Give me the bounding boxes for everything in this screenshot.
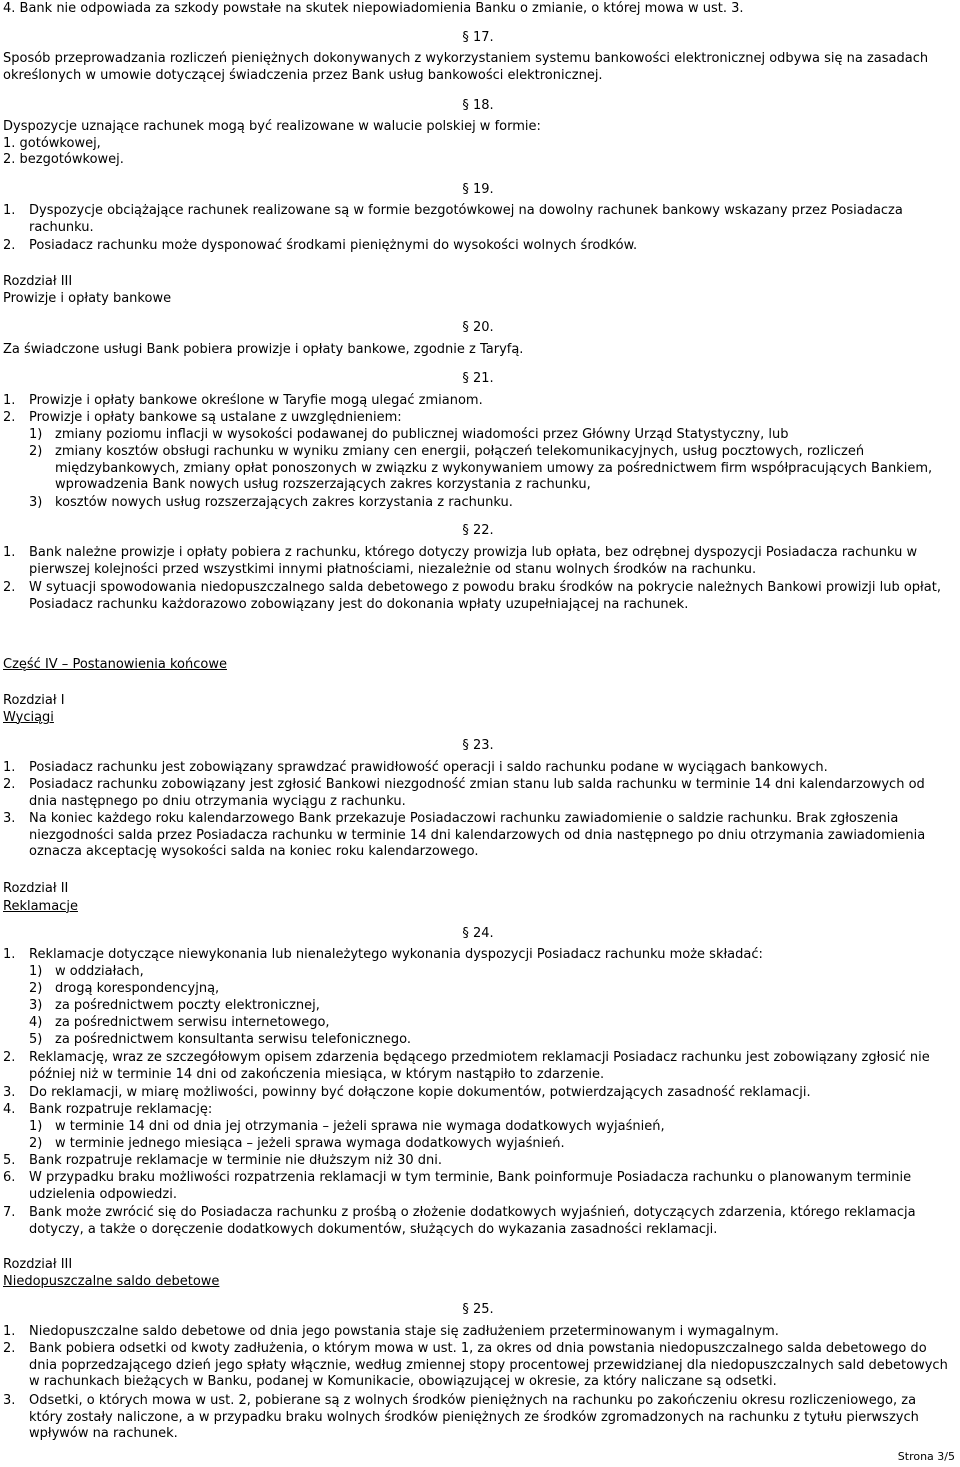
clause-text: 4. Bank nie odpowiada za szkody powstałe na skutek niepowiadomienia Banku o zmianie, o której mowa w ust. 3. bbox=[3, 1, 744, 16]
item-text: Odsetki, o których mowa w ust. 2, pobierane są z wolnych środków pieniężnych na rachunku po zakończeniu okresu rozliczeniowego, za który zostały naliczone, a w przypadku braku wolnych środków pieniężnych ze środków zgromadzonych na rachunku z tytułu pierwszych wpływów na rachunek. bbox=[29, 1393, 919, 1441]
item-text: Niedopuszczalne saldo debetowe od dnia jego powstania staje się zadłużeniem przeterminowanym i wymagalnym. bbox=[29, 1324, 779, 1339]
item-number: 3. bbox=[3, 1085, 16, 1100]
item-number: 2. bbox=[3, 1341, 16, 1356]
list-item bbox=[3, 1050, 953, 1083]
item-text: Posiadacz rachunku może dysponować środkami pieniężnymi do wysokości wolnych środków. bbox=[29, 238, 638, 253]
section-heading bbox=[3, 371, 953, 386]
section-number: § 24. bbox=[462, 926, 494, 941]
chapter-subtitle: Reklamacje bbox=[3, 899, 78, 914]
sub-list-item bbox=[3, 1136, 953, 1153]
item-number: 1) bbox=[29, 964, 43, 979]
sub-list-item bbox=[3, 1015, 953, 1032]
item-number: 6. bbox=[3, 1170, 16, 1185]
list-item bbox=[3, 1341, 953, 1391]
list-item bbox=[3, 1170, 953, 1203]
item-number: 5. bbox=[3, 1153, 16, 1168]
item-number: 2. bbox=[3, 580, 16, 595]
item-text: Reklamacje dotyczące niewykonania lub nienależytego wykonania dyspozycji Posiadacz rachunku może składać: bbox=[29, 947, 763, 962]
item-text: w oddziałach, bbox=[55, 964, 144, 979]
section-heading bbox=[3, 738, 953, 753]
item-number: 2) bbox=[29, 981, 43, 996]
list-item bbox=[3, 760, 953, 777]
list-item bbox=[3, 1102, 953, 1119]
list-item bbox=[3, 580, 953, 613]
list-item bbox=[3, 947, 953, 964]
list-item bbox=[3, 1393, 953, 1443]
item-text: w terminie jednego miesiąca – jeżeli sprawa wymaga dodatkowych wyjaśnień. bbox=[55, 1136, 565, 1151]
item-text: Posiadacz rachunku zobowiązany jest zgłosić Bankowi niezgodność zmian stanu lub salda rachunku w terminie 14 dni kalendarzowych od dnia następnego po dniu otrzymania wyciągu z rachunku. bbox=[29, 777, 925, 809]
paragraph: Dyspozycje uznające rachunek mogą być realizowane w walucie polskiej w formie: bbox=[3, 119, 541, 134]
chapter-title: Rozdział I bbox=[3, 693, 65, 708]
item-text: W sytuacji spowodowania niedopuszczalnego salda debetowego z powodu braku środków na pokrycie należnych Bankowi prowizji lub opłat, Posiadacz rachunku każdorazowo zobowiązany jest do dokonania wpłaty uzupełniającej na rachunek. bbox=[29, 580, 941, 612]
sub-list-item bbox=[3, 964, 953, 981]
item-number: 3. bbox=[3, 1393, 16, 1408]
item-text: Prowizje i opłaty bankowe określone w Taryfie mogą ulegać zmianom. bbox=[29, 393, 483, 408]
item-number: 2. bbox=[3, 1050, 16, 1065]
item-text: Na koniec każdego roku kalendarzowego Bank przekazuje Posiadaczowi rachunku zawiadomienie o saldzie rachunku. Brak zgłoszenia niezgodności salda przez Posiadacza rachunku w terminie 14 dni kalendarzowych od dnia następnego po dniu otrzymania zawiadomienia oznacza akceptację wysokości salda na koniec roku kalendarzowego. bbox=[29, 811, 926, 859]
chapter-title: Rozdział II bbox=[3, 881, 69, 896]
section-number: § 18. bbox=[462, 98, 494, 113]
sub-list-item bbox=[3, 495, 953, 512]
section-heading bbox=[3, 182, 953, 197]
item-number: 2) bbox=[29, 444, 43, 459]
list-item bbox=[3, 238, 953, 255]
item-number: 1. bbox=[3, 545, 16, 560]
section-number: § 21. bbox=[462, 371, 494, 386]
item-text: drogą korespondencyjną, bbox=[55, 981, 220, 996]
item-number: 3. bbox=[3, 811, 16, 826]
item-text: Bank należne prowizje i opłaty pobiera z rachunku, którego dotyczy prowizja lub opłata, bez odrębnej dyspozycji Posiadacza rachunku w pierwszej kolejności przed wszystkimi innymi płatnościami, niezależnie od stanu wolnych środków na rachunku. bbox=[29, 545, 918, 577]
sub-list-item bbox=[3, 981, 953, 998]
item-number: 4. bbox=[3, 1102, 16, 1117]
item-text: Reklamację, wraz ze szczegółowym opisem zdarzenia będącego przedmiotem reklamacji Posiadacz rachunku jest zobowiązany zgłosić nie później niż w terminie 14 dni od zakończenia miesiąca, w którym nastąpiło to zdarzenie. bbox=[29, 1050, 930, 1082]
item-number: 1. bbox=[3, 203, 16, 218]
item-number: 2. bbox=[3, 410, 16, 425]
section-heading bbox=[3, 30, 953, 45]
item-text: Bank rozpatruje reklamacje w terminie nie dłuższym niż 30 dni. bbox=[29, 1153, 442, 1168]
section-number: § 19. bbox=[462, 182, 494, 197]
paragraph: Za świadczone usługi Bank pobiera prowizje i opłaty bankowe, zgodnie z Taryfą. bbox=[3, 342, 524, 357]
sub-list-item bbox=[3, 1032, 953, 1049]
list-item bbox=[3, 1205, 953, 1238]
list-item bbox=[3, 1324, 953, 1341]
item-text: za pośrednictwem serwisu internetowego, bbox=[55, 1015, 330, 1030]
list-item bbox=[3, 545, 953, 578]
sub-list-item bbox=[3, 444, 953, 494]
item-text: Bank rozpatruje reklamację: bbox=[29, 1102, 213, 1117]
section-number: § 22. bbox=[462, 523, 494, 538]
item-number: 2. bbox=[3, 777, 16, 792]
item-number: 3) bbox=[29, 495, 43, 510]
list-item bbox=[3, 777, 953, 810]
chapter-subtitle: Prowizje i opłaty bankowe bbox=[3, 291, 172, 306]
section-number: § 17. bbox=[462, 30, 494, 45]
item-text: kosztów nowych usług rozszerzających zakres korzystania z rachunku. bbox=[55, 495, 513, 510]
section-heading bbox=[3, 1302, 953, 1317]
sub-list-item bbox=[3, 1119, 953, 1136]
item-number: 2. bbox=[3, 238, 16, 253]
section-number: § 20. bbox=[462, 320, 494, 335]
chapter-subtitle: Wyciągi bbox=[3, 710, 54, 725]
item-text: zmiany kosztów obsługi rachunku w wyniku zmiany cen energii, połączeń telekomunikacyjnych, usług pocztowych, rozliczeń międzybankowych, zmiany opłat ponoszonych w związku z wykonywaniem umowy za pośrednictwem firm współpracujących Bankiem, wprowadzenia Bank nowych usług rozszerzających zakres korzystania z rachunku, bbox=[55, 444, 933, 492]
chapter-title: Rozdział III bbox=[3, 1257, 73, 1272]
item-text: za pośrednictwem poczty elektronicznej, bbox=[55, 998, 320, 1013]
list-item bbox=[3, 393, 953, 410]
section-heading bbox=[3, 523, 953, 538]
item-text: Do reklamacji, w miarę możliwości, powinny być dołączone kopie dokumentów, potwierdzających zasadność reklamacji. bbox=[29, 1085, 811, 1100]
item-text: Dyspozycje obciążające rachunek realizowane są w formie bezgotówkowej na dowolny rachunek bankowy wskazany przez Posiadacza rachunku. bbox=[29, 203, 903, 235]
list-item bbox=[3, 203, 953, 236]
section-number: § 25. bbox=[462, 1302, 494, 1317]
section-heading bbox=[3, 320, 953, 335]
page-number: Strona 3/5 bbox=[897, 1450, 955, 1463]
list-item bbox=[3, 1153, 953, 1170]
list-item bbox=[3, 410, 953, 427]
item-text: Bank może zwrócić się do Posiadacza rachunku z prośbą o złożenie dodatkowych wyjaśnień, dotyczących zdarzenia, którego reklamacja dotyczy, a także o doręczenie dodatkowych dokumentów, służących do wykazania zasadności reklamacji. bbox=[29, 1205, 916, 1237]
section-number: § 23. bbox=[462, 738, 494, 753]
list-item: 2. bezgotówkowej. bbox=[3, 152, 124, 167]
item-text: Prowizje i opłaty bankowe są ustalane z uwzględnieniem: bbox=[29, 410, 402, 425]
item-text: za pośrednictwem konsultanta serwisu telefonicznego. bbox=[55, 1032, 412, 1047]
item-number: 5) bbox=[29, 1032, 43, 1047]
section-heading bbox=[3, 926, 953, 941]
item-number: 4) bbox=[29, 1015, 43, 1030]
item-number: 1. bbox=[3, 393, 16, 408]
item-number: 2) bbox=[29, 1136, 43, 1151]
item-number: 3) bbox=[29, 998, 43, 1013]
item-text: Posiadacz rachunku jest zobowiązany sprawdzać prawidłowość operacji i saldo rachunku podane w wyciągach bankowych. bbox=[29, 760, 828, 775]
item-number: 1. bbox=[3, 1324, 16, 1339]
item-number: 1. bbox=[3, 947, 16, 962]
section-heading bbox=[3, 98, 953, 113]
chapter-subtitle: Niedopuszczalne saldo debetowe bbox=[3, 1274, 220, 1289]
list-item bbox=[3, 1085, 953, 1102]
paragraph: Sposób przeprowadzania rozliczeń pieniężnych dokonywanych z wykorzystaniem systemu bankowości elektronicznej odbywa się na zasadach określonych w umowie dotyczącej świadczenia przez Bank usług bankowości elektronicznej. bbox=[3, 51, 929, 83]
item-number: 1) bbox=[29, 427, 43, 442]
item-number: 1. bbox=[3, 760, 16, 775]
list-item: 1. gotówkowej, bbox=[3, 136, 101, 151]
part-title: Część IV – Postanowienia końcowe bbox=[3, 657, 227, 672]
item-text: Bank pobiera odsetki od kwoty zadłużenia, o którym mowa w ust. 1, za okres od dnia powstania niedopuszczalnego salda debetowego do dnia poprzedzającego dzień jego spłaty włącznie, według zmiennej stopy procentowej przewidzianej dla niedopuszczalnych sald debetowych w rachunkach bieżących w Banku, podanej w Komunikacie, obowiązującej w okresie, za który naliczane są odsetki. bbox=[29, 1341, 948, 1389]
item-number: 7. bbox=[3, 1205, 16, 1220]
sub-list-item bbox=[3, 998, 953, 1015]
item-text: zmiany poziomu inflacji w wysokości podawanej do publicznej wiadomości przez Główny Urząd Statystyczny, lub bbox=[55, 427, 789, 442]
item-number: 1) bbox=[29, 1119, 43, 1134]
list-item bbox=[3, 811, 953, 861]
chapter-title: Rozdział III bbox=[3, 274, 73, 289]
item-text: w terminie 14 dni od dnia jej otrzymania – jeżeli sprawa nie wymaga dodatkowych wyjaśnień, bbox=[55, 1119, 665, 1134]
item-text: W przypadku braku możliwości rozpatrzenia reklamacji w tym terminie, Bank poinformuje Posiadacza rachunku o planowanym terminie udzielenia odpowiedzi. bbox=[29, 1170, 912, 1202]
sub-list-item bbox=[3, 427, 953, 444]
